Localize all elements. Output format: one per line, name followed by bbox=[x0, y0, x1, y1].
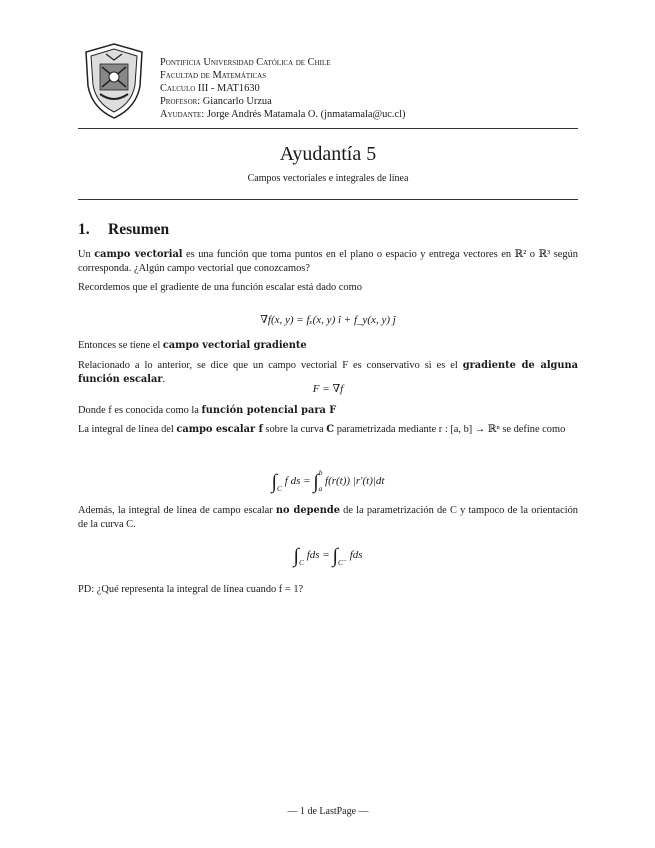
document-subtitle: Campos vectoriales e integrales de línea bbox=[247, 173, 409, 184]
paragraph-vector-field: Un campo vectorial es una función que toma puntos en el plano o espacio y entrega vectores en ℝ² o ℝ³ según corresponda. ¿Algún campo vectorial que conozcamos? bbox=[78, 249, 578, 274]
faculty-name: Facultad de Matemáticas bbox=[160, 69, 267, 81]
page-footer: — 1 de LastPage — bbox=[287, 806, 369, 817]
university-seal-logo bbox=[80, 42, 148, 120]
paragraph-potential: Donde f es conocida como la función potencial para F bbox=[78, 405, 337, 416]
professor-line bbox=[160, 96, 405, 109]
equation-line-integral: $\int_C$ f ds = ∫$^b_a$ f(r(t)) |r′(t)|dt bbox=[271, 468, 385, 493]
title-rule bbox=[78, 199, 578, 200]
header-rule bbox=[78, 128, 578, 129]
document-title: Ayudantía 5 bbox=[279, 143, 377, 165]
assistant-name: Jorge Andrés Matamala O. (jnmatamala@uc.cl) bbox=[206, 108, 406, 120]
paragraph-question: PD: ¿Qué representa la integral de línea cuando f = 1? bbox=[78, 584, 304, 595]
institution-header bbox=[160, 57, 405, 122]
paragraph-gradient-intro: Recordemos que el gradiente de una función escalar está dado como bbox=[78, 282, 362, 293]
university-name: Pontificia Universidad Católica de Chile bbox=[160, 57, 331, 68]
section-heading bbox=[78, 221, 169, 239]
course-name: Calculo III - MAT1630 bbox=[160, 82, 260, 94]
equation-orientation: $\int_C$ fds = $\int_{C^-}$ fds bbox=[293, 545, 363, 567]
paragraph-independence: Además, la integral de línea de campo escalar no depende de la parametrización de C y tampoco de la orientación de la curva C. bbox=[78, 505, 578, 530]
professor-name: Giancarlo Urzua bbox=[202, 95, 272, 107]
equation-conservative: F = ∇f bbox=[312, 383, 344, 395]
paragraph-conservative: Relacionado a lo anterior, se dice que un campo vectorial F es conservativo si es el gradiente de alguna función escalar. bbox=[78, 360, 579, 385]
professor-label: Profesor: bbox=[160, 95, 201, 107]
equation-gradient: ∇f(x, y) = fₓ(x, y) î + f_y(x, y) ĵ bbox=[260, 314, 396, 326]
section-title: Resumen bbox=[108, 221, 170, 238]
section-number: 1. bbox=[78, 221, 90, 238]
assistant-line bbox=[160, 109, 405, 122]
paragraph-line-integral: La integral de línea del campo escalar f sobre la curva C parametrizada mediante r : [a, b] → ℝⁿ se define como bbox=[78, 424, 566, 435]
assistant-label: Ayudante: bbox=[160, 108, 205, 120]
paragraph-gradient-field: Entonces se tiene el campo vectorial gradiente bbox=[78, 340, 307, 351]
